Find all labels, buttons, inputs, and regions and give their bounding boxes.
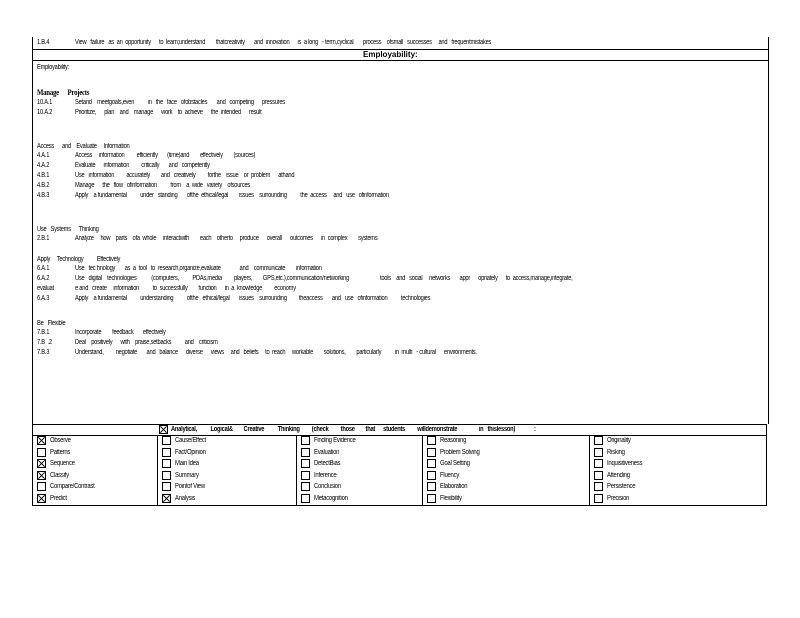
- standard-code: 6.A.1: [37, 265, 50, 272]
- skill-label: Observe: [50, 437, 71, 444]
- skill-item: [37, 436, 74, 447]
- skill-label: Fluency: [440, 471, 460, 479]
- skill-column: [422, 435, 590, 505]
- employability-label: Employability:: [37, 64, 69, 71]
- skill-label: Fact/Opinion: [175, 448, 206, 456]
- skill-checkbox[interactable]: [427, 494, 436, 503]
- skill-item: [427, 436, 471, 447]
- employability-banner: [33, 49, 768, 61]
- skill-item: [427, 448, 486, 459]
- skill-item: [162, 436, 211, 447]
- skill-checkbox[interactable]: [594, 448, 603, 457]
- section-heading: Access and Evaluate Information: [37, 143, 130, 150]
- skill-column: [296, 435, 423, 505]
- skill-item: [162, 471, 203, 482]
- skill-checkbox[interactable]: [301, 494, 310, 503]
- skill-item: [427, 471, 462, 482]
- standard-text: Use tec hnology as a tool to research,organize,evaluate and communicate information: [75, 265, 322, 272]
- skill-label: Metacognition: [314, 495, 348, 502]
- skill-checkbox[interactable]: [427, 448, 436, 457]
- skill-checkbox[interactable]: [594, 482, 603, 491]
- standard-code: 4.A.2: [37, 162, 50, 169]
- banner-title: Employability:: [363, 50, 418, 59]
- standard-text: Manage the flow ofinformation from a wide variety ofsources: [75, 182, 251, 189]
- skill-checkbox[interactable]: [594, 471, 603, 480]
- standard-text: Analyze how parts ofa whole interactwith each otherto produce overall outcomes in complex systems: [75, 235, 378, 242]
- standard-code: 2.B.1: [37, 235, 50, 242]
- skill-label: Reasoning: [440, 437, 467, 444]
- skill-label: Sequence: [50, 460, 75, 468]
- skill-item: [427, 459, 475, 470]
- skill-checkbox[interactable]: [37, 459, 46, 468]
- skill-label: Compare/Contrast: [50, 483, 95, 491]
- skill-label: Elaboration: [440, 483, 468, 491]
- skill-item: [37, 471, 72, 482]
- skill-item: [301, 436, 363, 447]
- skill-item: [594, 436, 635, 447]
- skill-item: [162, 482, 210, 493]
- top-standard-code: 1.B.4: [37, 39, 50, 46]
- skill-checkbox[interactable]: [594, 459, 603, 468]
- section-heading: Apply Technology Effectively: [37, 256, 121, 263]
- section-heading: Manage Projects: [37, 88, 90, 97]
- skill-label: DetectBias: [314, 460, 341, 468]
- standard-text: Apply a fundamental under standing ofthe ethical/legal issues surrounding the access and use ofinformation: [75, 192, 389, 199]
- skill-column: [157, 435, 297, 505]
- skill-column: [589, 435, 767, 505]
- skill-label: Goal Setting: [440, 460, 470, 468]
- skill-item: [427, 494, 465, 505]
- skill-checkbox[interactable]: [301, 436, 310, 445]
- skill-item: [594, 448, 628, 459]
- skill-checkbox[interactable]: [301, 448, 310, 457]
- skill-label: Predict: [50, 495, 67, 502]
- skill-checkbox[interactable]: [162, 459, 171, 468]
- skill-item: [301, 494, 354, 505]
- skill-label: Inquisitiveness: [607, 460, 643, 468]
- standard-code: evaluat: [37, 285, 54, 292]
- standard-text: Evaluate information critically and competently: [75, 162, 210, 169]
- skill-label: Main Idea: [175, 460, 199, 468]
- standard-text: Incorporate feedback effectively: [75, 329, 166, 336]
- standard-code: 7.B .2: [37, 339, 52, 346]
- standard-code: 4.A.1: [37, 152, 50, 159]
- standard-text: Prioritize, plan and manage work to achieve the intended result: [75, 109, 262, 116]
- standard-text: Apply a fundamental understanding ofthe ethical/legal issues surrounding theaccess and use ofinformation technologies: [75, 295, 431, 302]
- skill-checkbox[interactable]: [301, 471, 310, 480]
- skill-checkbox[interactable]: [162, 436, 171, 445]
- standard-code: 6.A.2: [37, 275, 50, 282]
- skill-label: Classify: [50, 471, 69, 479]
- skill-checkbox[interactable]: [37, 448, 46, 457]
- skill-checkbox[interactable]: [37, 436, 46, 445]
- thinking-skills-grid: [32, 424, 767, 506]
- skill-checkbox[interactable]: [301, 482, 310, 491]
- skill-checkbox[interactable]: [162, 482, 171, 491]
- header-checkbox[interactable]: [159, 425, 168, 434]
- skill-column: [33, 435, 157, 505]
- skill-item: [594, 482, 640, 493]
- skill-label: Persistence: [607, 483, 636, 491]
- top-standard-text: View failure as an opportunity to learn;understand thatcreativity and innovation is a long - term,cyclical process ofsmall successes and frequentmistakes: [75, 39, 492, 46]
- lesson-sheet: [32, 37, 767, 506]
- skill-checkbox[interactable]: [37, 482, 46, 491]
- skill-item: [301, 482, 346, 493]
- skill-checkbox[interactable]: [301, 459, 310, 468]
- skill-checkbox[interactable]: [162, 471, 171, 480]
- skill-label: Precision: [607, 495, 630, 502]
- standard-text: e and create information to successfully function in a knowledge economy: [75, 285, 296, 292]
- skill-item: [301, 459, 345, 470]
- skill-item: [37, 448, 74, 459]
- section-heading: Be Flexible: [37, 320, 66, 327]
- standard-code: 10.A.2: [37, 109, 53, 116]
- skill-checkbox[interactable]: [594, 436, 603, 445]
- standards-panel: [32, 37, 769, 424]
- skill-checkbox[interactable]: [427, 482, 436, 491]
- skill-checkbox[interactable]: [162, 448, 171, 457]
- skill-label: Patterns: [50, 448, 71, 456]
- grid-header-text: Analytical, Logical& Creative Thinking (check those that students willdemonstrate in thislesson) :: [171, 426, 536, 433]
- skill-label: Conclusion: [314, 483, 341, 491]
- skill-checkbox[interactable]: [162, 494, 171, 503]
- skill-item: [427, 482, 472, 493]
- skill-label: Cause/Effect: [175, 437, 206, 444]
- skill-checkbox[interactable]: [594, 494, 603, 503]
- skill-label: Risking: [607, 448, 625, 456]
- standard-text: Deal positively with praise,setbacks and criticism: [75, 339, 218, 346]
- standard-code: 7.B.3: [37, 349, 50, 356]
- standard-code: 4.B.3: [37, 192, 50, 199]
- skill-item: [594, 494, 633, 505]
- skill-label: Problem Solving: [440, 448, 480, 456]
- skill-label: Flexibility: [440, 495, 462, 502]
- skill-checkbox[interactable]: [427, 459, 436, 468]
- section-heading: Use Systems Thinking: [37, 226, 99, 233]
- standard-code: 6.A.3: [37, 295, 50, 302]
- skill-checkbox[interactable]: [37, 471, 46, 480]
- standard-text: Use information accurately and creatively forthe issue or problem athand: [75, 172, 295, 179]
- skill-item: [301, 448, 344, 459]
- skill-item: [162, 459, 203, 470]
- standard-text: Use digital technologies (computers, PDAs,media players, GPS,etc.),communication/networking tools and social networks appr opriately to access,manage,integrate,: [75, 275, 573, 282]
- standard-text: Understand, negotiate and balance diverse views and beliefs to reach workable solutions, particularly in multi - cultural environments.: [75, 349, 477, 356]
- skill-label: Analysis: [175, 495, 196, 502]
- skill-item: [37, 482, 102, 493]
- skill-label: Evaluation: [314, 448, 340, 456]
- skill-item: [37, 459, 79, 470]
- skill-checkbox[interactable]: [427, 471, 436, 480]
- standard-code: 4.B.2: [37, 182, 50, 189]
- skill-item: [301, 471, 341, 482]
- skill-label: Attending: [607, 471, 630, 479]
- skill-item: [162, 494, 199, 505]
- standard-code: 10.A.1: [37, 99, 53, 106]
- skill-item: [594, 459, 648, 470]
- skill-label: Summary: [175, 471, 199, 479]
- standard-code: 4.B.1: [37, 172, 50, 179]
- skill-item: [37, 494, 70, 505]
- skill-label: Pointof View: [175, 483, 205, 491]
- skill-label: Originality: [607, 437, 631, 444]
- standard-text: Setand meetgoals,even in the face ofobstacles and competing pressures: [75, 99, 285, 106]
- skill-label: Finding Evidence: [314, 437, 356, 444]
- standard-code: 7.B.1: [37, 329, 50, 336]
- standard-text: Access information efficiently (time)and effectively (sources): [75, 152, 256, 159]
- skill-checkbox[interactable]: [427, 436, 436, 445]
- skill-item: [162, 448, 211, 459]
- skill-item: [594, 471, 634, 482]
- skill-label: Inference: [314, 471, 337, 479]
- skill-checkbox[interactable]: [37, 494, 46, 503]
